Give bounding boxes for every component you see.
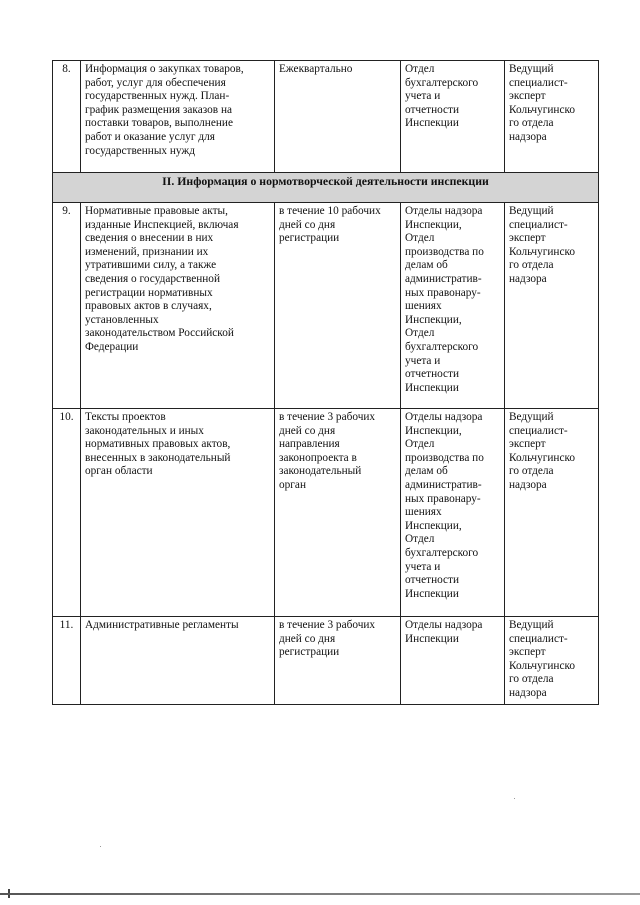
text-line: делам об	[405, 465, 448, 478]
text-line: изданные Инспекцией, включая	[85, 218, 239, 231]
info-cell	[81, 409, 275, 617]
text-line: поставки товаров, выполнение	[85, 117, 233, 130]
text-line: Информация о закупках товаров,	[85, 63, 244, 75]
text-line: в течение 3 рабочих	[279, 619, 376, 631]
text-line: учета и	[405, 354, 441, 367]
text-line: график размещения заказов на	[85, 103, 232, 116]
text-line: Инспекции	[405, 117, 459, 130]
text-line: ных правонару-	[405, 492, 481, 505]
dept-cell	[401, 409, 505, 617]
text-line: сведения о внесении в них	[85, 232, 214, 245]
scan-speck	[100, 846, 101, 847]
text-line: Тексты проектов	[85, 411, 166, 423]
text-line: специалист-	[509, 424, 568, 437]
text-line: специалист-	[509, 632, 568, 645]
text-line: Инспекции	[405, 381, 459, 394]
text-line: административ-	[405, 272, 482, 285]
row-number: 10.	[53, 409, 81, 617]
text-line: Ежеквартально	[279, 63, 353, 75]
text-line: надзора	[509, 686, 547, 699]
text-line: Ведущий	[509, 619, 554, 631]
text-line: го отдела	[509, 465, 554, 478]
text-line: работ, услуг для обеспечения	[85, 76, 226, 89]
table-row-11	[53, 617, 599, 705]
text-line: Инспекции,	[405, 218, 462, 231]
text-line: в течение 10 рабочих	[279, 205, 381, 217]
dept-cell	[401, 617, 505, 705]
text-line: шениях	[405, 506, 442, 519]
table-row-10	[53, 409, 599, 617]
text-line: законопроекта в	[279, 451, 357, 464]
text-line: Инспекции,	[405, 519, 462, 532]
text-line: Ведущий	[509, 205, 554, 217]
text-line: в течение 3 рабочих	[279, 411, 376, 423]
dept-cell	[401, 203, 505, 409]
text-line: Отдел	[405, 63, 435, 75]
text-line: специалист-	[509, 218, 568, 231]
text-line: Инспекции,	[405, 313, 462, 326]
text-line: производства по	[405, 245, 484, 258]
resp-cell	[505, 617, 599, 705]
dept-cell	[401, 61, 505, 173]
info-cell	[81, 61, 275, 173]
info-cell	[81, 617, 275, 705]
text-line: дней со дня	[279, 218, 336, 231]
row-number: 9.	[53, 203, 81, 409]
row-number: 8.	[53, 61, 81, 173]
section-title: II. Информация о нормотворческой деятельности инспекции	[53, 173, 599, 203]
document-table	[52, 60, 599, 705]
text-line: правовых актов в случаях,	[85, 300, 212, 313]
text-line: дней со дня	[279, 632, 336, 645]
text-line: бухгалтерского	[405, 546, 479, 559]
text-line: Нормативные правовые акты,	[85, 205, 228, 217]
text-line: Отделы надзора	[405, 411, 483, 423]
text-line: отчетности	[405, 574, 460, 587]
table-row-8	[53, 61, 599, 173]
text-line: учета и	[405, 90, 441, 103]
text-line: Отдел	[405, 438, 435, 451]
text-line: эксперт	[509, 232, 546, 245]
text-line: направления	[279, 438, 340, 451]
text-line: Отдел	[405, 327, 435, 340]
text-line: Отдел	[405, 533, 435, 546]
text-line: Инспекции	[405, 632, 459, 645]
text-line: нормативных правовых актов,	[85, 438, 231, 451]
text-line: Инспекции,	[405, 424, 462, 437]
text-line: Кольчугинско	[509, 245, 576, 258]
text-line: внесенных в законодательный	[85, 451, 231, 464]
row-number: 11.	[53, 617, 81, 705]
text-line: установленных	[85, 313, 159, 326]
term-cell	[275, 617, 401, 705]
text-line: работ и оказание услуг для	[85, 130, 215, 143]
text-line: надзора	[509, 478, 547, 491]
text-line: законодательством Российской	[85, 327, 234, 340]
text-line: Отделы надзора	[405, 619, 483, 631]
text-line: специалист-	[509, 76, 568, 89]
text-line: регистрации	[279, 646, 340, 659]
resp-cell	[505, 61, 599, 173]
resp-cell	[505, 409, 599, 617]
text-line: эксперт	[509, 90, 546, 103]
text-line: го отдела	[509, 259, 554, 272]
info-cell	[81, 203, 275, 409]
text-line: делам об	[405, 259, 448, 272]
text-line: эксперт	[509, 646, 546, 659]
text-line: го отдела	[509, 673, 554, 686]
text-line: ных правонару-	[405, 286, 481, 299]
table-row-9	[53, 203, 599, 409]
text-line: изменений, признании их	[85, 245, 209, 258]
term-cell	[275, 409, 401, 617]
text-line: Административные регламенты	[85, 619, 239, 631]
text-line: регистрации	[279, 232, 340, 245]
section-heading-row	[53, 173, 599, 203]
text-line: государственных нужд	[85, 144, 195, 157]
text-line: утратившими силу, а также	[85, 259, 217, 272]
text-line: надзора	[509, 130, 547, 143]
text-line: Ведущий	[509, 63, 554, 75]
text-line: отчетности	[405, 368, 460, 381]
text-line: шениях	[405, 300, 442, 313]
text-line: Кольчугинско	[509, 659, 576, 672]
text-line: отчетности	[405, 103, 460, 116]
text-line: регистрации нормативных	[85, 286, 213, 299]
text-line: орган	[279, 478, 306, 491]
text-line: Ведущий	[509, 411, 554, 423]
text-line: дней со дня	[279, 424, 336, 437]
text-line: государственных нужд. План-	[85, 90, 230, 103]
text-line: административ-	[405, 478, 482, 491]
text-line: законодательных и иных	[85, 424, 204, 437]
text-line: Инспекции	[405, 587, 459, 600]
text-line: Федерации	[85, 340, 139, 353]
text-line: надзора	[509, 272, 547, 285]
text-line: Отделы надзора	[405, 205, 483, 217]
text-line: эксперт	[509, 438, 546, 451]
text-line: бухгалтерского	[405, 76, 479, 89]
scan-speck	[514, 798, 515, 799]
text-line: бухгалтерского	[405, 340, 479, 353]
text-line: Кольчугинско	[509, 103, 576, 116]
scan-bottom-edge	[0, 893, 640, 895]
text-line: го отдела	[509, 117, 554, 130]
text-line: производства по	[405, 451, 484, 464]
text-line: Кольчугинско	[509, 451, 576, 464]
text-line: орган области	[85, 465, 153, 478]
term-cell	[275, 61, 401, 173]
text-line: учета и	[405, 560, 441, 573]
term-cell	[275, 203, 401, 409]
text-line: Отдел	[405, 232, 435, 245]
text-line: законодательный	[279, 465, 362, 478]
resp-cell	[505, 203, 599, 409]
text-line: сведения о государственной	[85, 272, 221, 285]
